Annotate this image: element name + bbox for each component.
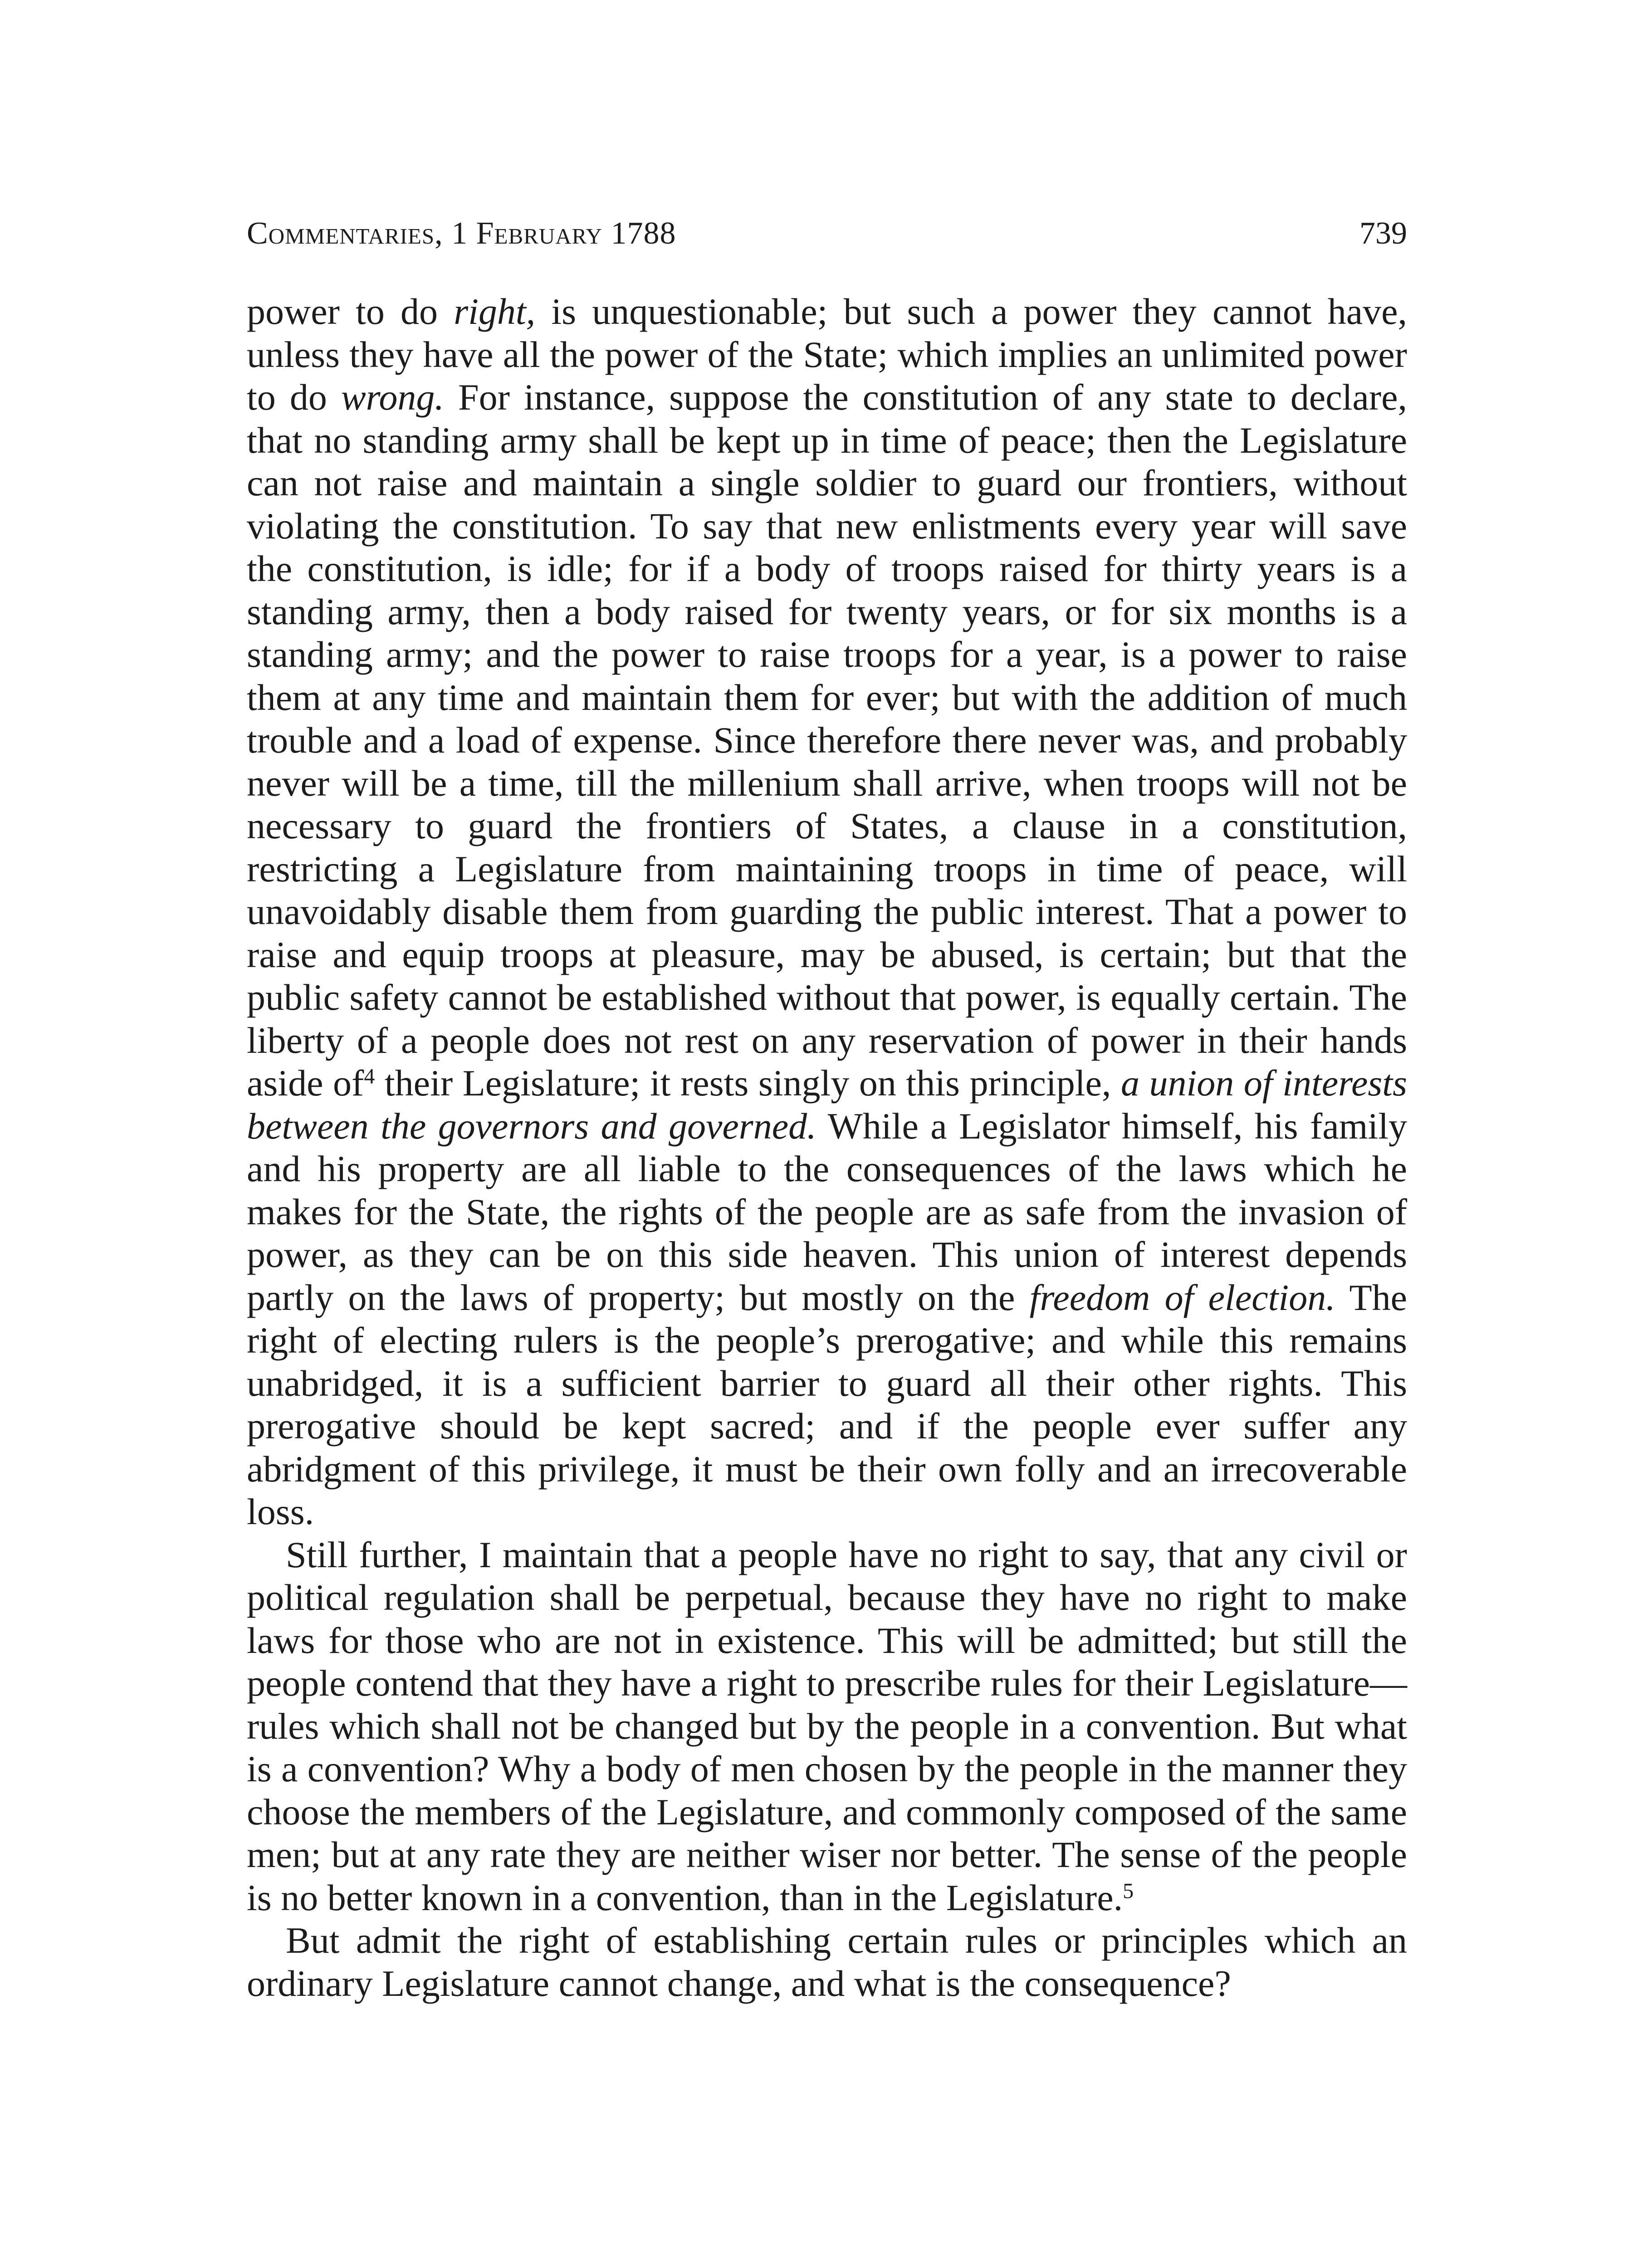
text-run: For instance, suppose the constitution of any state to declare, that no standing army shall be kept up in time of peace; then the Legislature can not raise and maintain a single soldier to guard our frontiers, without violating the constitution. To say that new enlistments every year will save the constitution, is idle; for if a body of troops raised for thirty years is a standing army, then a body raised for twenty years, or for six months is a standing army; and the power to raise troops for a year, is a power to raise them at any time and maintain them for ever; but with the addition of much trouble and a load of expense. Since therefore there never was, and probably never will be a time, till the millenium shall arrive, when troops will not be necessary to guard the frontiers of States, a clause in a constitution, restricting a Legislature from maintaining troops in time of peace, will unavoidably disable them from guarding the public interest. That a power to raise and equip troops at pleasure, may be abused, is certain; but that the public safety cannot be established without that power, is equally certain. The liberty of a people does not rest on any reservation of power in their hands aside of — [247, 376, 1407, 1104]
text-run: The right of electing rulers is the people’s prerogative; and while this remains unabridged, it is a sufficient barrier to guard all their other rights. This prerogative should be kept sacred; and if the people ever suffer any abridgment of this privilege, it must be their own folly and an irrecoverable loss. — [247, 1276, 1407, 1532]
paragraph — [247, 1919, 1407, 2005]
page-number: 739 — [1359, 216, 1407, 251]
italic-text: a union of interests between the governors and governed. — [247, 1062, 1407, 1147]
text-run: But admit the right of establishing certain rules or principles which an ordinary Legislature cannot change, and what is the consequence? — [247, 1920, 1407, 2004]
paragraph — [247, 290, 1407, 1534]
text-run: Still further, I maintain that a people have no right to say, that any civil or political regulation shall be perpetual, because they have no right to make laws for those who are not in existence. This will be admitted; but still the people contend that they have a right to prescribe rules for their Legislature—rules which shall not be changed but by the people in a convention. But what is a convention? Why a body of men chosen by the people in the manner they choose the members of the Legislature, and commonly composed of the same men; but at any rate they are neither wiser nor better. The sense of the people is no better known in a convention, than in the Legislature. — [247, 1534, 1407, 1918]
footnote-marker: 4 — [364, 1064, 375, 1089]
book-page — [247, 218, 1407, 2005]
italic-text: right, — [454, 291, 536, 332]
paragraph — [247, 1534, 1407, 1920]
text-run: power to do — [247, 291, 454, 332]
text-run: their Legislature; it rests singly on this principle, — [375, 1062, 1121, 1104]
body-text — [247, 290, 1407, 2005]
running-head-title: Commentaries, 1 February 1788 — [247, 216, 676, 251]
running-head — [247, 218, 1407, 290]
italic-text: freedom of election. — [1029, 1276, 1335, 1318]
footnote-marker: 5 — [1123, 1879, 1134, 1903]
text-run: While a Legislator himself, his family and his property are all liable to the consequences of the laws which he makes for the State, the rights of the people are as safe from the invasion of power, as they can be on this side heaven. This union of interest depends partly on the laws of property; but mostly on the — [247, 1105, 1407, 1318]
text-run: is unquestionable; but such a power they cannot have, unless they have all the power of the State; which implies an unlimited power to do — [247, 291, 1407, 418]
italic-text: wrong. — [341, 376, 444, 418]
